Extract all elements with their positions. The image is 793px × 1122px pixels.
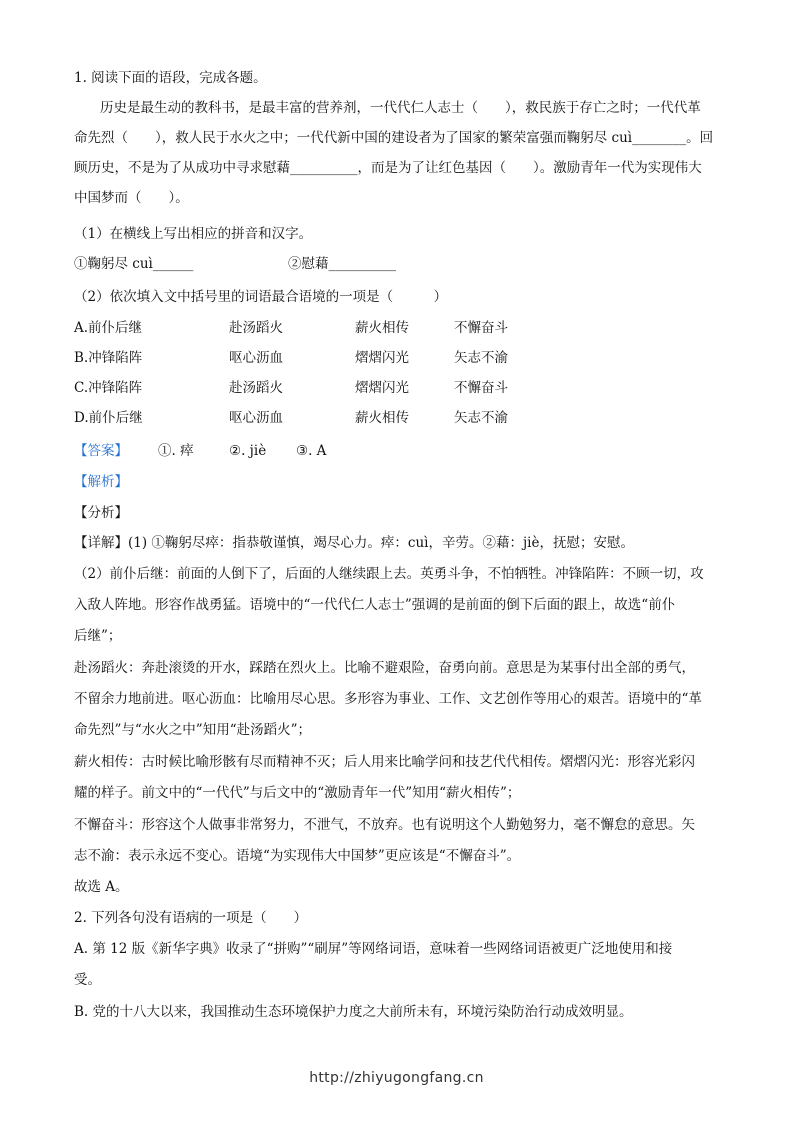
- option-c-4: 不懈奋斗: [454, 380, 508, 396]
- option-c-3: 熠熠闪光: [355, 380, 409, 396]
- answer-2: ②. jiè: [229, 443, 267, 459]
- q1-title: 1. 阅读下面的语段，完成各题。: [74, 70, 267, 86]
- option-a-2: 赴汤蹈火: [229, 320, 283, 336]
- detail-line-10: 不懈奋斗：形容这个人做事非常努力，不泄气，不放弃。也有说明这个人勤勉努力，毫不懈怠的意思。矢: [74, 817, 695, 833]
- option-d-4: 矢志不渝: [454, 410, 508, 426]
- detail-line-5: 赴汤蹈火：奔赴滚烫的开水，踩踏在烈火上。比喻不避艰险，奋勇向前。意思是为某事付出全部的勇气，: [74, 660, 695, 676]
- option-d-2: 呕心沥血: [229, 410, 283, 426]
- passage-line-3: 顾历史，不是为了从成功中寻求慰藉__________，而是为了让红色基因（ ）。激励青年一代为实现伟大: [74, 160, 702, 176]
- detail-line-1: 【详解】(1) ①鞠躬尽瘁：指恭敬谨慎，竭尽心力。瘁：cuì，辛劳。②藉：jiè，抚慰；安慰。: [74, 535, 634, 551]
- analysis-label: 【解析】: [74, 474, 128, 490]
- q2-option-a-line-2: 受。: [74, 972, 101, 988]
- answer-label: 【答案】: [74, 443, 128, 459]
- passage-line-1: 历史是最生动的教科书，是最丰富的营养剂，一代代仁人志士（ ），救民族于存亡之时；一代代革: [100, 100, 701, 116]
- option-b-2: 呕心沥血: [229, 350, 283, 366]
- passage-line-4: 中国梦而（ ）。: [74, 190, 189, 206]
- option-a-4: 不懈奋斗: [454, 320, 508, 336]
- option-a-3: 薪火相传: [355, 320, 409, 336]
- sub1-item-2: ②慰藉__________: [288, 256, 396, 272]
- detail-line-8: 薪火相传：古时候比喻形骸有尽而精神不灭；后人用来比喻学问和技艺代代相传。熠熠闪光：形容光彩闪: [74, 754, 695, 770]
- detail-line-7: 命先烈”与“水火之中”知用“赴汤蹈火”；: [74, 722, 312, 738]
- detail-line-2: （2）前仆后继：前面的人倒下了，后面的人继续跟上去。英勇斗争，不怕牺牲。冲锋陷阵：不顾一切，攻: [74, 566, 704, 582]
- detail-line-6: 不留余力地前进。呕心沥血：比喻用尽心思。多形容为事业、工作、文艺创作等用心的艰苦。语境中的“革: [74, 691, 702, 707]
- answer-1: ①. 瘁: [158, 443, 194, 459]
- option-b-1: B.冲锋陷阵: [74, 350, 143, 366]
- answer-3: ③. A: [296, 443, 327, 459]
- option-d-1: D.前仆后继: [74, 410, 143, 426]
- option-b-4: 矢志不渝: [454, 350, 508, 366]
- q2-option-b: B. 党的十八大以来，我国推动生态环境保护力度之大前所未有，环境污染防治行动成效明显。: [74, 1004, 633, 1020]
- option-d-3: 薪火相传: [355, 410, 409, 426]
- detail-line-9: 耀的样子。前文中的“一代代”与后文中的“激励青年一代”知用“薪火相传”；: [74, 785, 521, 801]
- detail-line-4: 后继”；: [74, 628, 122, 644]
- footer-url[interactable]: http://zhiyugongfang.cn: [309, 1070, 484, 1086]
- sub-question-1: （1）在横线上写出相应的拼音和汉字。: [74, 226, 313, 242]
- option-c-1: C.冲锋陷阵: [74, 380, 143, 396]
- option-b-3: 熠熠闪光: [355, 350, 409, 366]
- option-c-2: 赴汤蹈火: [229, 380, 283, 396]
- passage-line-2: 命先烈（ ），救人民于水火之中；一代代新中国的建设者为了国家的繁荣富强而鞠躬尽 cuì________。回: [74, 130, 714, 146]
- detail-line-12: 故选 A。: [74, 879, 129, 895]
- detail-line-11: 志不渝：表示永远不变心。语境“为实现伟大中国梦”更应该是“不懈奋斗”。: [74, 848, 521, 864]
- q2-title: 2. 下列各句没有语病的一项是（ ）: [74, 910, 308, 926]
- detail-line-3: 入敌人阵地。形容作战勇猛。语境中的“一代代仁人志士”强调的是前面的倒下后面的跟上，故选“前仆: [74, 597, 676, 613]
- q2-option-a-line-1: A. 第 12 版《新华字典》收录了“拼购”“刷屏”等网络词语，意味着一些网络词语被更广泛地使用和接: [74, 941, 673, 957]
- sub1-item-1: ①鞠躬尽 cuì______: [74, 256, 194, 272]
- option-a-1: A.前仆后继: [74, 320, 143, 336]
- fenxi-label: 【分析】: [74, 505, 128, 521]
- sub-question-2: （2）依次填入文中括号里的词语最合语境的一项是（ ）: [74, 289, 448, 305]
